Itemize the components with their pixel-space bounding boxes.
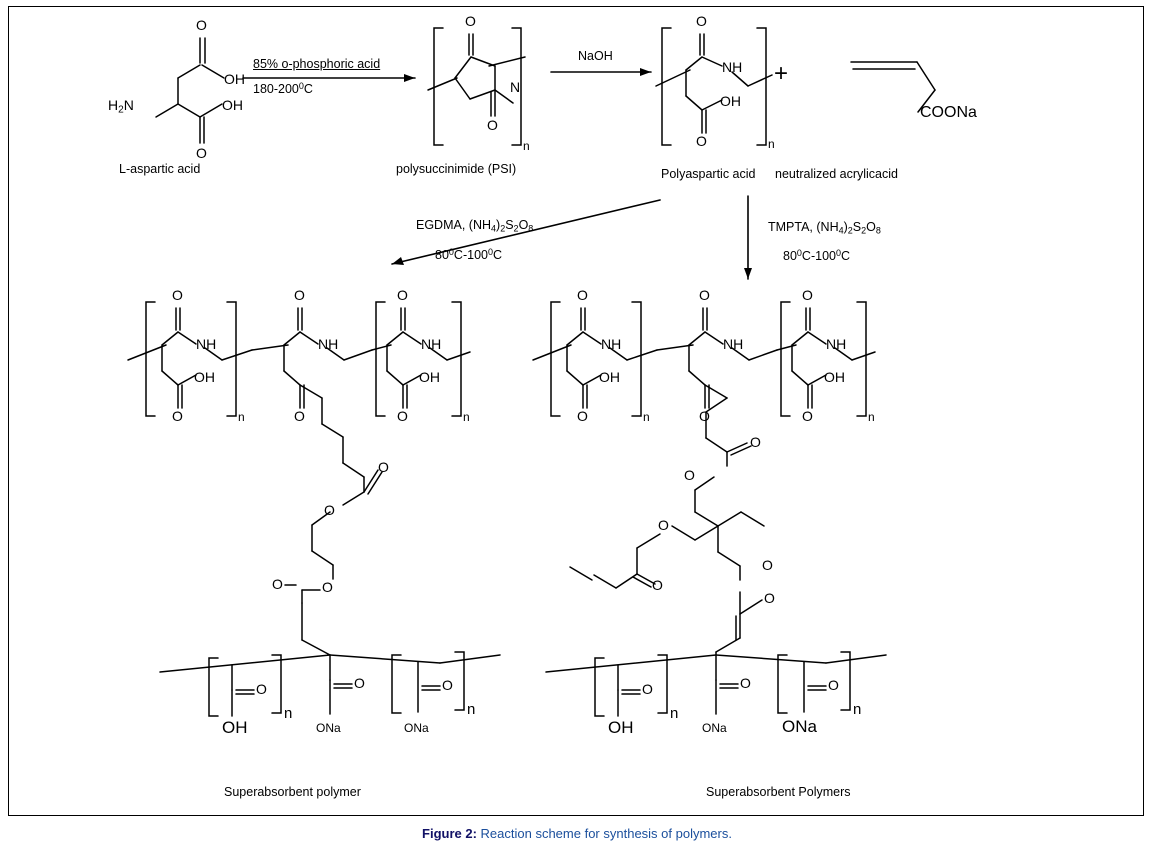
condition-phosphoric-acid: 85% o-phosphoric acid — [253, 57, 381, 71]
atom-ona-right-2: ONa — [782, 717, 817, 736]
egdma-sub2: 2 — [500, 223, 506, 234]
atom-ona-left-1: ONa — [316, 721, 341, 735]
compound-name-polyaspartic-acid: Polyaspartic acid — [661, 167, 756, 181]
temp4-deg2: 0 — [835, 248, 841, 258]
temp3-c: C — [492, 248, 503, 263]
subscript-n-left-acrylate1: n — [284, 705, 293, 722]
condition-naoh: NaOH — [578, 49, 613, 63]
temp3-deg2: 0 — [487, 247, 493, 257]
atom-o-left-acrylate3: O — [442, 677, 453, 693]
atom-o-left-u1-top: O — [172, 287, 183, 303]
tmpta-sub4: 4 — [838, 225, 844, 236]
atom-o-right-ester2: O — [658, 517, 669, 533]
condition-tmpta — [768, 221, 881, 235]
subscript-n-right-u1: n — [643, 410, 650, 424]
condition-temperature-3 — [435, 248, 502, 262]
atom-o-right-ester2-carbonyl: O — [652, 577, 663, 593]
atom-nh-right-u1: NH — [601, 336, 622, 352]
atom-o-right-u2-bottom: O — [699, 408, 710, 424]
atom-oh-right-u1: OH — [599, 369, 620, 385]
structure-l-aspartic-acid — [156, 38, 224, 143]
egdma-s: S — [505, 218, 514, 232]
atom-nh-right-u2: NH — [723, 336, 744, 352]
temp4-a: 80 — [783, 249, 797, 264]
tmpta-o: O — [866, 220, 876, 234]
temp3-deg1: 0 — [448, 247, 454, 257]
crosslinker-tmpta-chain — [570, 398, 764, 680]
structure-polyaspartic-acid — [656, 28, 772, 145]
compound-name-superabsorbent-polymer: Superabsorbent polymer — [224, 785, 361, 799]
atom-nh-left-u3: NH — [421, 336, 442, 352]
subscript-n-right-acrylate3: n — [853, 701, 862, 718]
atom-h2n-label: $H_2N$ — [108, 97, 134, 116]
atom-nh-left-u2: NH — [318, 336, 339, 352]
atom-o-right-ester1: O — [684, 467, 695, 483]
atom-o-right-u3-bottom: O — [802, 408, 813, 424]
atom-o-left-ester1: O — [324, 502, 335, 518]
egdma-o: O — [518, 218, 529, 232]
subscript-n-paa: n — [768, 137, 775, 151]
atom-oh-left-u3: OH — [419, 369, 440, 385]
atom-o-paa-bottom: O — [696, 133, 707, 149]
atom-o-left-ester2: O — [322, 579, 333, 595]
atom-nh-paa: NH — [722, 59, 743, 75]
atom-o-left-u2-top: O — [294, 287, 305, 303]
atom-o-aspartic-bottom: O — [196, 145, 207, 161]
atom-oh-left-acrylate1: OH — [222, 718, 248, 737]
egdma-sub4: 4 — [491, 223, 497, 234]
atom-o-left-u1-bottom: O — [172, 408, 183, 424]
atom-o-psi-top: O — [465, 13, 476, 29]
compound-name-psi: polysuccinimide (PSI) — [396, 162, 517, 176]
atom-o-right-ester3-carbonyl: O — [764, 590, 775, 606]
temp3-b: C-100 — [453, 248, 488, 263]
atom-o-right-u2-top: O — [699, 287, 710, 303]
atom-o-left-u3-top: O — [397, 287, 408, 303]
atom-oh-right-u3: OH — [824, 369, 845, 385]
subscript-n-right-u3: n — [868, 410, 875, 424]
atom-coona: COONa — [920, 104, 977, 121]
temp4-c: C — [840, 249, 851, 264]
atom-o-left-ester1-carbonyl: O — [378, 459, 389, 475]
atom-o-right-ester1-carbonyl: O — [750, 434, 761, 450]
structure-sap-left-backbone — [128, 302, 470, 416]
atom-o-left-ester2-carbonyl: O — [272, 576, 283, 592]
crosslinker-egdma-chain — [285, 398, 382, 680]
atom-o-right-acrylate2: O — [740, 675, 751, 691]
atom-o-aspartic-top: O — [196, 17, 207, 33]
compound-name-l-aspartic-acid: L-aspartic acid — [119, 162, 201, 176]
arrow-step-1 — [243, 74, 415, 82]
atom-oh-aspartic-top: OH — [224, 71, 245, 87]
atom-n-psi: N — [510, 79, 521, 95]
atom-h2n-sub: 2 — [118, 104, 124, 116]
atom-o-right-u3-top: O — [802, 287, 813, 303]
figure-caption-label: Figure 2: — [422, 826, 477, 841]
egdma-sub8: 8 — [528, 223, 534, 234]
subscript-n-left-acrylate3: n — [467, 701, 476, 718]
temp4-b: C-100 — [801, 249, 836, 264]
condition-temperature-1: $180-200^0C$ — [253, 81, 313, 97]
atom-o-right-u1-bottom: O — [577, 408, 588, 424]
degree-1: 0 — [298, 81, 304, 91]
tmpta-sub8: 8 — [875, 225, 881, 236]
plus-sign: + — [774, 60, 789, 87]
arrow-step-4-right — [744, 196, 752, 279]
tmpta-sub2b: 2 — [861, 225, 867, 236]
atom-nh-right-u3: NH — [826, 336, 847, 352]
compound-name-superabsorbent-polymers: Superabsorbent Polymers — [706, 785, 851, 799]
atom-o-left-u3-bottom: O — [397, 408, 408, 424]
figure-caption-text: Reaction scheme for synthesis of polymers. — [476, 826, 732, 841]
tmpta-sub2: 2 — [847, 225, 853, 236]
temp4-deg1: 0 — [796, 248, 802, 258]
condition-egdma — [416, 219, 533, 233]
egdma-paren: ) — [496, 218, 501, 232]
tmpta-paren: ) — [843, 220, 848, 234]
atom-o-psi-bottom: O — [487, 117, 498, 133]
compound-name-neutralized-acrylic-acid: neutralized acrylicacid — [775, 167, 898, 181]
atom-oh-aspartic-bottom: OH — [222, 97, 243, 113]
subscript-n-psi: n — [523, 139, 530, 153]
tmpta-s: S — [852, 220, 862, 234]
atom-o-left-u2-bottom: O — [294, 408, 305, 424]
atom-o-right-ester3: O — [762, 557, 773, 573]
figure-caption — [0, 826, 1154, 841]
atom-oh-paa: OH — [720, 93, 741, 109]
atom-nh-left-u1: NH — [196, 336, 217, 352]
subscript-n-left-u3: n — [463, 410, 470, 424]
atom-o-paa-top: O — [696, 13, 707, 29]
atom-o-right-u1-top: O — [577, 287, 588, 303]
subscript-n-right-acrylate1: n — [670, 705, 679, 722]
atom-oh-right-acrylate1: OH — [608, 718, 634, 737]
subscript-n-left-u1: n — [238, 410, 245, 424]
atom-o-left-acrylate2: O — [354, 675, 365, 691]
atom-o-left-acrylate1: O — [256, 681, 267, 697]
structure-sap-right-backbone — [533, 302, 875, 416]
temp-range-1: 180-200 — [253, 82, 299, 97]
atom-o-right-acrylate3: O — [828, 677, 839, 693]
temp3-a: 80 — [435, 248, 449, 263]
atom-o-right-acrylate1: O — [642, 681, 653, 697]
atom-oh-left-u1: OH — [194, 369, 215, 385]
atom-ona-left-2: ONa — [404, 721, 429, 735]
condition-temperature-4 — [783, 249, 850, 263]
egdma-sub2b: 2 — [513, 223, 519, 234]
egdma-text: EGDMA, (NH — [416, 218, 491, 232]
arrow-step-2 — [551, 68, 651, 76]
tmpta-text: TMPTA, (NH — [768, 220, 839, 234]
atom-ona-right-1: ONa — [702, 721, 727, 735]
